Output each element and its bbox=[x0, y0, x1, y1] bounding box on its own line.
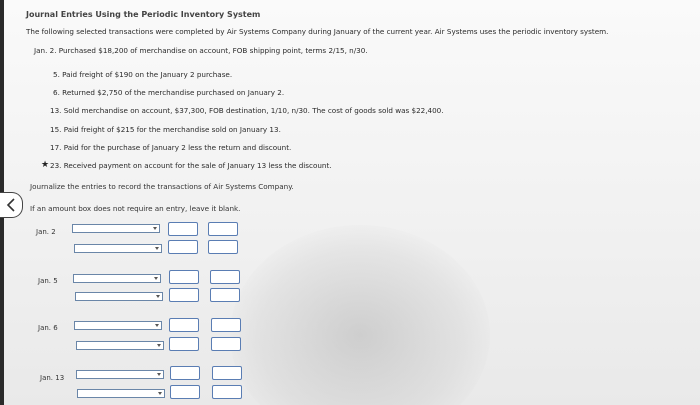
instruction-text: Journalize the entries to record the transactions of Air Systems Company. bbox=[30, 182, 294, 191]
transaction-jan-17: 17. Paid for the purchase of January 2 less the return and discount. bbox=[50, 143, 292, 152]
account-select[interactable] bbox=[72, 224, 160, 233]
debit-amount-input[interactable] bbox=[169, 318, 199, 332]
chevron-down-icon bbox=[155, 324, 159, 327]
credit-amount-input[interactable] bbox=[211, 337, 241, 351]
chevron-down-icon bbox=[154, 277, 158, 280]
transaction-jan-5: 5. Paid freight of $190 on the January 2 purchase. bbox=[53, 70, 233, 79]
entry-date-jan-2: Jan. 2 bbox=[36, 228, 56, 236]
account-select[interactable] bbox=[74, 244, 162, 253]
chevron-down-icon bbox=[155, 247, 159, 250]
account-select[interactable] bbox=[74, 321, 162, 330]
chevron-down-icon bbox=[156, 295, 160, 298]
entry-date-jan-5: Jan. 5 bbox=[38, 277, 58, 285]
credit-amount-input[interactable] bbox=[210, 270, 240, 284]
chevron-left-icon bbox=[6, 198, 16, 212]
debit-amount-input[interactable] bbox=[168, 222, 198, 236]
question-intro: The following selected transactions were completed by Air Systems Company during January of the current year. Air Systems uses the periodic inventory system. bbox=[26, 27, 609, 36]
credit-amount-input[interactable] bbox=[212, 385, 242, 399]
debit-amount-input[interactable] bbox=[170, 385, 200, 399]
chevron-down-icon bbox=[153, 227, 157, 230]
entry-date-jan-6: Jan. 6 bbox=[38, 324, 58, 332]
chevron-down-icon bbox=[157, 344, 161, 347]
credit-amount-input[interactable] bbox=[210, 288, 240, 302]
account-select[interactable] bbox=[75, 292, 163, 301]
debit-amount-input[interactable] bbox=[168, 240, 198, 254]
credit-amount-input[interactable] bbox=[211, 318, 241, 332]
debit-amount-input[interactable] bbox=[169, 288, 199, 302]
entry-date-jan-13: Jan. 13 bbox=[40, 374, 65, 382]
transaction-jan-13: 13. Sold merchandise on account, $37,300, FOB destination, 1/10, n/30. The cost of goods sold was $22,400. bbox=[50, 106, 444, 115]
blank-note: If an amount box does not require an entry, leave it blank. bbox=[30, 204, 241, 213]
transaction-jan-2: Jan. 2. Purchased $18,200 of merchandise on account, FOB shipping point, terms 2/15, n/30. bbox=[34, 46, 368, 55]
credit-amount-input[interactable] bbox=[208, 222, 238, 236]
account-select[interactable] bbox=[76, 341, 164, 350]
debit-amount-input[interactable] bbox=[169, 270, 199, 284]
credit-amount-input[interactable] bbox=[208, 240, 238, 254]
debit-amount-input[interactable] bbox=[169, 337, 199, 351]
transaction-jan-23: 23. Received payment on account for the sale of January 13 less the discount. bbox=[50, 161, 332, 170]
transaction-jan-6: 6. Returned $2,750 of the merchandise purchased on January 2. bbox=[53, 88, 285, 97]
shadow-overlay bbox=[230, 225, 490, 405]
transaction-jan-15: 15. Paid freight of $215 for the merchandise sold on January 13. bbox=[50, 125, 281, 134]
back-button[interactable] bbox=[0, 192, 23, 218]
question-title: Journal Entries Using the Periodic Inventory System bbox=[26, 10, 261, 19]
debit-amount-input[interactable] bbox=[170, 366, 200, 380]
credit-amount-input[interactable] bbox=[212, 366, 242, 380]
star-icon: ★ bbox=[41, 160, 50, 170]
account-select[interactable] bbox=[73, 274, 161, 283]
chevron-down-icon bbox=[157, 373, 161, 376]
chevron-down-icon bbox=[158, 392, 162, 395]
account-select[interactable] bbox=[76, 370, 164, 379]
account-select[interactable] bbox=[77, 389, 165, 398]
